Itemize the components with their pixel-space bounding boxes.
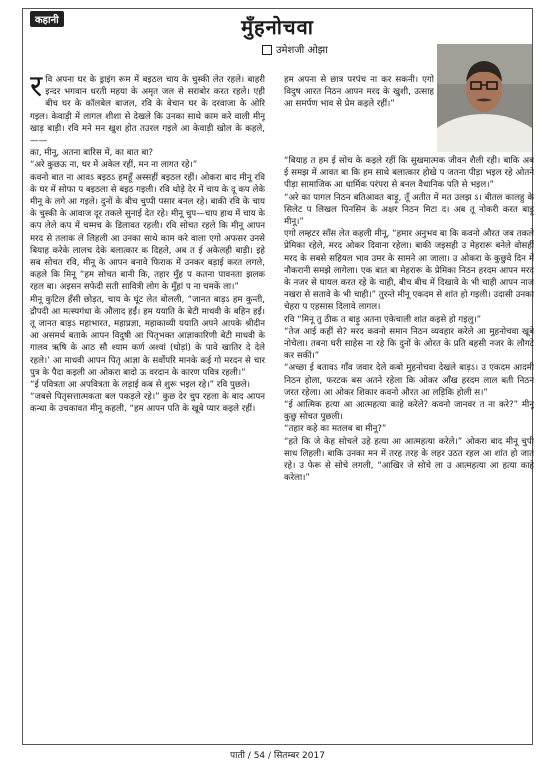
paragraph-text: वि अपना घर के ड्राइंग रूम में बइठल चाय के चुस्की लेत रहले। बाहरी इन्दर भगवान धरती महया के अमृत जल से सराबोर करत रहले। एही बीच घर के कॉलबेल बाजल, रवि के बेचान घर के दरवाजा के ओरि गइल। केवाड़ी में लागल शीशा से देखले कि उनका साथे काम करे वाली मीनू खाड़ बाड़ी। रवि मने मन खुश होत तउरल गइले आ केवाड़ी खोल के कहले, ——	[30, 75, 265, 147]
author-marker-icon	[262, 45, 272, 55]
paragraph: “ई आत्मिक हत्या आ आत्महत्या काहे करेले? कवनो जानवर त ना करे?” मीनू कुछु सोचत पुछली।	[284, 400, 534, 423]
article-column-3	[284, 155, 534, 742]
paragraph: “अरे का पागल निठन बतिआवत बाड़ू, तूँ अतीत में मत उलझ ऽ। बीतल कालहु के सिलेट प लिखल पिनसिन के अक्षर निठन मिटा द। अब तू नोकरी करत बाड़ू मीनू।”	[284, 192, 534, 228]
author-portrait-icon	[437, 44, 532, 152]
author-line	[262, 42, 328, 56]
paragraph: रवि “मिनू तु ठीक त बाड़ु अतना एकेचाली शांत कइसे हो गइलु।”	[284, 314, 482, 325]
paragraph: “जबसे पितृसत्तात्मकता बल पकड़ले रहे।” कुछ देर चुप रहला के बाद आपन कन्धा के उचकावत मीनू कहली, “हम आपन पति के खूबे प्यार कइले रहीं।	[30, 392, 265, 415]
paragraph: मीनू कुटिल हँसी छोड़त, चाय के घूंट लेत बोलली, “जानत बाड़ऽ हम कुन्ती, द्रौपदी आ मत्स्यगंधा के औलाद हईं। हम ययाति के बेटी माधवी के बहिन हईं। तू जानत बाड़ऽ महाभारत, महाप्रज्ञा, महाकाव्यी ययाति अपने आपके श्रीदीन आ असमर्थ बताके आपन विदुषी आ पितृभक्त आज्ञाकारिणी बेटी माधवी के गालव ऋषि के आठ सौ श्याम कर्ण अश्वां (घोड़ां) के पावे खातिर दे देले रहले।’ आ माधवी आपन पितृ आज्ञा के सर्वोपरि मानके कई गो मरदन से चार पुत्र के पैदा कइली आ ओकरा बादो ऊ वरदान के कारण पवित्र रहली।”	[30, 294, 265, 378]
paragraph: एगो लम्हटर साँस लेत कहली मीनू, “हमार अनुभव बा कि कवनो औरत जब तकले प्रेमिका रहेले, मरद ओकर दिवाना रहेला। बाकी जइसही उ मेहरारू बनेले वोसहीं मरद के सबसे सहियल भाव उमर के सामने आ जाला। उ ओकरा के कुछुवे दिन में नौकरानी समझे लागेला। एक बात बा मेहरारू के प्रेमिका निठन हरदम आपन मरद के नजर से घायल करत रहे के चाही, बीच बीच में दिखावे के भी चाही आपन नाज नखरा से सतावे के भी चाही।” तुरन्ते मीनू एकदम से शांत हो गइली। उदासी उनका चेहरा प एहसास दिलावे लागल।	[284, 229, 534, 313]
story-title: मुँहनोचवा	[241, 15, 314, 39]
page-border-bottom	[22, 744, 533, 745]
paragraph: “तेज आई कहीं से? मरद कवनो समान निठन व्यवहार करेले आ मुहनोचवा खूबे नोचेला। तबना घरी साहेस ना रहे कि दुनों के ओरत के प्रति बहसी नजर के लौगटे कर सकीं।”	[284, 326, 534, 362]
paragraph	[30, 74, 265, 147]
page-border-top	[22, 8, 533, 9]
author-photo	[437, 44, 532, 152]
page-footer: पाती / 54 / सितम्बर 2017	[230, 751, 325, 761]
dropcap-letter: र	[30, 74, 43, 104]
paragraph: “अच्छा ई बतावऽ गाँव जवार देले कबो मुहनोचवा देखले बाड़ऽ। उ एकदम आदमी निठन होला, फरटक बस अतने रहेला कि ओकर आँख हरदम लाल बती निठन जरत रहेला। आ ओकर शिकार कवनो औरत आ लड़िकि होली स।”	[284, 363, 534, 398]
paragraph: “हते कि जे केह सोचले उहे हत्या आ आत्महत्या करेले।” ओकरा बाद मीनू चुपी साध लिहली। बाकि उनका मन में तरह तरह के लहर उठत रहल आ शांत हो जात रहे। उ फेरू से सोचे लगली, “आखिर जे सोचे ला उ आत्महत्या आ हत्या काहे करेला।”	[284, 436, 534, 484]
paragraph: कवनो बात ना आवऽ बइठऽ हमहूँ अस्सहीं बइठल रहीं। ओकरा बाद मीनू रवि के घर में सोफा प बइठला से बइठ गइली। रवि थोड़े देर में चाय के दू कप लेके मीनू के लगे आ गइले। दुनों के बीच चुप्पी पसार बनल रहे। बाकी रवि के चाय के चुस्की के आवाज दूर तकले सुनाई देत रहे। मीनू चुप—चाप हाथ में चाय के कप लेले कप में चम्मच के डिलावत रहली। रवि सोचत रहले कि मीनू आपन मरद से तलाक ले लिहली आ उनका साथे काम करे वाला एगो अफसर उनसे बियाह करेके लालच देके बलात्कार क दिहले, अब त ई अकेलही बाड़ी। इहे सब सोचत रवि, मीनू के आपन बनावे फिराक में उनकर बड़ाई करत लगले, कहले कि मिनू “हम सोचत बानी कि, तहार मुँह प कतना पावनता झलक रहल बा। अइसन सफेदी सती सावित्री लोग के मुँहां प ना चमकें ला।”	[30, 172, 265, 293]
article-column-2	[284, 74, 434, 154]
paragraph: “तहार कहे का मतलब बा मीनू?”	[284, 424, 387, 435]
paragraph: का, मीनू, अतना बारिस में, का बात बा?	[30, 148, 154, 159]
paragraph: “ई पवित्रता आ अपवित्रता के लड़ाई कब से शुरू भइल रहे।” रवि पुछले।	[30, 380, 250, 391]
paragraph: हम अपना से छात्र परपंच ना कर सकनी। एगो विदुष आरत निठन आपन मरद के खुशी, उत्साह आ समर्पण भाव से प्रेम कइले रहीं।”	[284, 75, 434, 110]
page-border-left	[22, 8, 23, 745]
paragraph: “बियाह त हम ई सोच के कइले रहीं कि सुखमात्मक जीवन शैली रही। बाकि अब ई समझ में आवत बा कि हम साथे बलात्कार होखे प जतना पीड़ा भइल रहे ओतने पीड़ा सामाजिक आ धार्मिक परंपरा से बनल वैधानिक पति से भइल।”	[284, 156, 534, 191]
article-column-1	[30, 74, 265, 742]
author-name: उमेशजी ओझा	[276, 45, 328, 56]
section-badge: कहानी	[30, 11, 64, 27]
paragraph: “अरे कुछऊ ना, घर में अकेल रहीं, मन ना लागत रहे।”	[30, 160, 198, 171]
